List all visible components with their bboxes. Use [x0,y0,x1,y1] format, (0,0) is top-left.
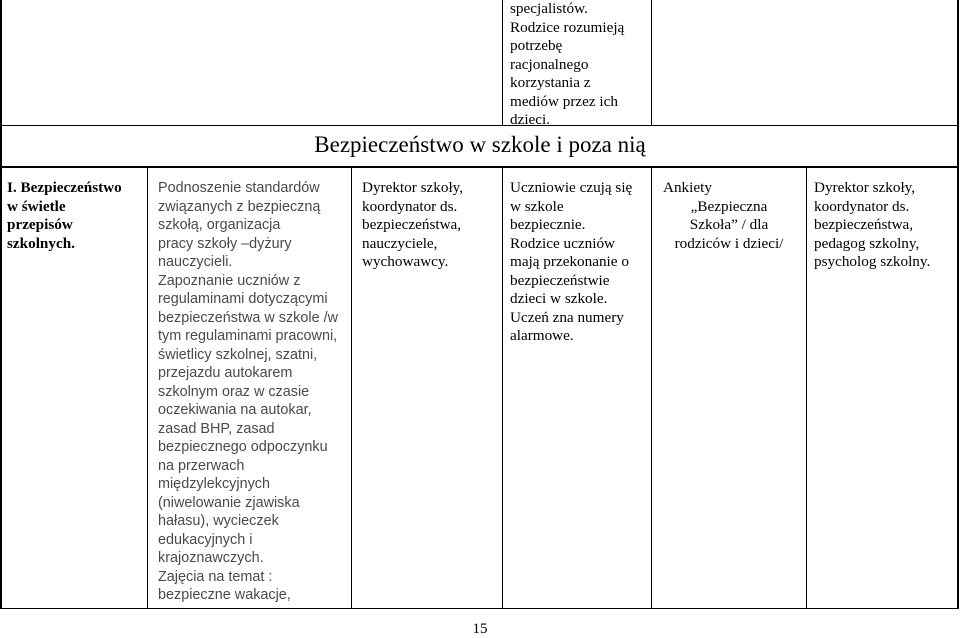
text-line: w świetle [7,197,66,215]
text-line: potrzebę [510,37,563,54]
text-line: zasad BHP, zasad [158,420,275,437]
text-line: koordynator ds. [814,197,910,215]
text-line: hałasu), wycieczek [158,513,279,529]
text-line: bezpiecznego odpoczynku [158,439,328,455]
text-line: pracy szkoły –dyżury [158,235,292,252]
text-line: psycholog szkolny. [814,253,931,270]
text-line: wychowawcy. [362,253,449,270]
text-line: „Bezpieczna [690,197,768,215]
text-line: racjonalnego [510,55,589,73]
text-line: tym regulaminami pracowni, [158,328,338,344]
text-line: szkolnym oraz w czasie [158,383,310,400]
heading-row-top-rule [0,125,959,126]
text-line: szkolnych. [7,234,75,252]
text-line: korzystania z [510,74,591,91]
text-line: bezpieczeństwa, [362,216,462,233]
text-line: Ankiety [663,179,712,196]
text-line: regulaminami dotyczącymi [158,291,328,307]
text-line: dzieci w szkole. [510,290,608,307]
text-line: bezpieczne wakacje, [158,587,291,603]
text-line: na przerwach [158,457,245,474]
evaluation-cell [655,179,803,253]
text-line: Dyrektor szkoły, [362,179,464,196]
table-bottom-rule [0,608,959,609]
text-line: Szkoła” / dla [689,216,769,233]
text-line: międzylekcyjnych [158,476,270,492]
text-line: (niwelowanie zjawiska [158,494,300,511]
text-line: bezpieczeństwa, [814,216,914,233]
text-line: bezpiecznie. [510,216,586,233]
text-line: w szkole [510,197,564,215]
col4-divider [502,166,503,609]
heading-row-bottom-rule [0,166,959,168]
body-right-border [957,166,959,609]
text-line: Zapoznanie uczniów z [158,272,301,289]
text-line: mediów przez ich [510,92,618,110]
col2-divider [147,166,148,609]
text-line: Dyrektor szkoły, [814,179,916,196]
text-line: Rodzice uczniów [510,234,616,252]
text-line: świetlicy szkolnej, szatni, [158,346,318,363]
text-line: alarmowe. [510,327,574,344]
text-line: Zajęcia na temat : [158,568,273,585]
text-line: mają przekonanie o [510,253,629,270]
col4-top-divider [502,0,503,125]
text-line: oczekiwania na autokar, [158,402,312,418]
text-line: Uczeń zna numery [510,308,624,326]
text-line: rodziców i dzieci/ [674,234,784,252]
text-line: przejazdu autokarem [158,365,293,381]
text-line: dzieci. [510,111,551,128]
text-line: nauczyciele, [362,234,438,252]
text-line: przepisów [7,216,73,233]
responsible-cell [362,179,502,272]
col6-divider [806,166,807,609]
text-line: Rodzice rozumieją [510,18,625,36]
col5-divider [651,166,652,609]
text-line: Uczniowie czują się [510,179,633,196]
text-line: nauczycieli. [158,254,233,270]
text-line: Podnoszenie standardów [158,180,320,196]
text-line: pedagog szkolny, [814,234,920,252]
previous-row-effects-cell [510,0,650,130]
col3-divider [351,166,352,609]
body-left-border [0,166,2,609]
text-line: związanych z bezpieczną [158,198,321,215]
text-line: koordynator ds. [362,197,458,215]
section-heading: Bezpieczeństwo w szkole i poza nią [314,132,646,157]
monitoring-cell [814,179,956,272]
page-number: 15 [472,621,488,637]
text-line: edukacyjnych i [158,531,253,548]
text-line: krajoznawczych. [158,550,264,566]
text-line: specjalistów. [510,0,588,17]
area-cell [7,179,145,253]
text-line: I. Bezpieczeństwo [7,179,122,196]
text-line: bezpieczeństwie [510,271,610,289]
col5-top-divider [651,0,652,125]
text-line: bezpieczeństwa w szkole /w [158,309,338,326]
tasks-cell [158,179,350,605]
expected-effects-cell [510,179,650,346]
text-line: szkołą, organizacja [158,217,281,233]
